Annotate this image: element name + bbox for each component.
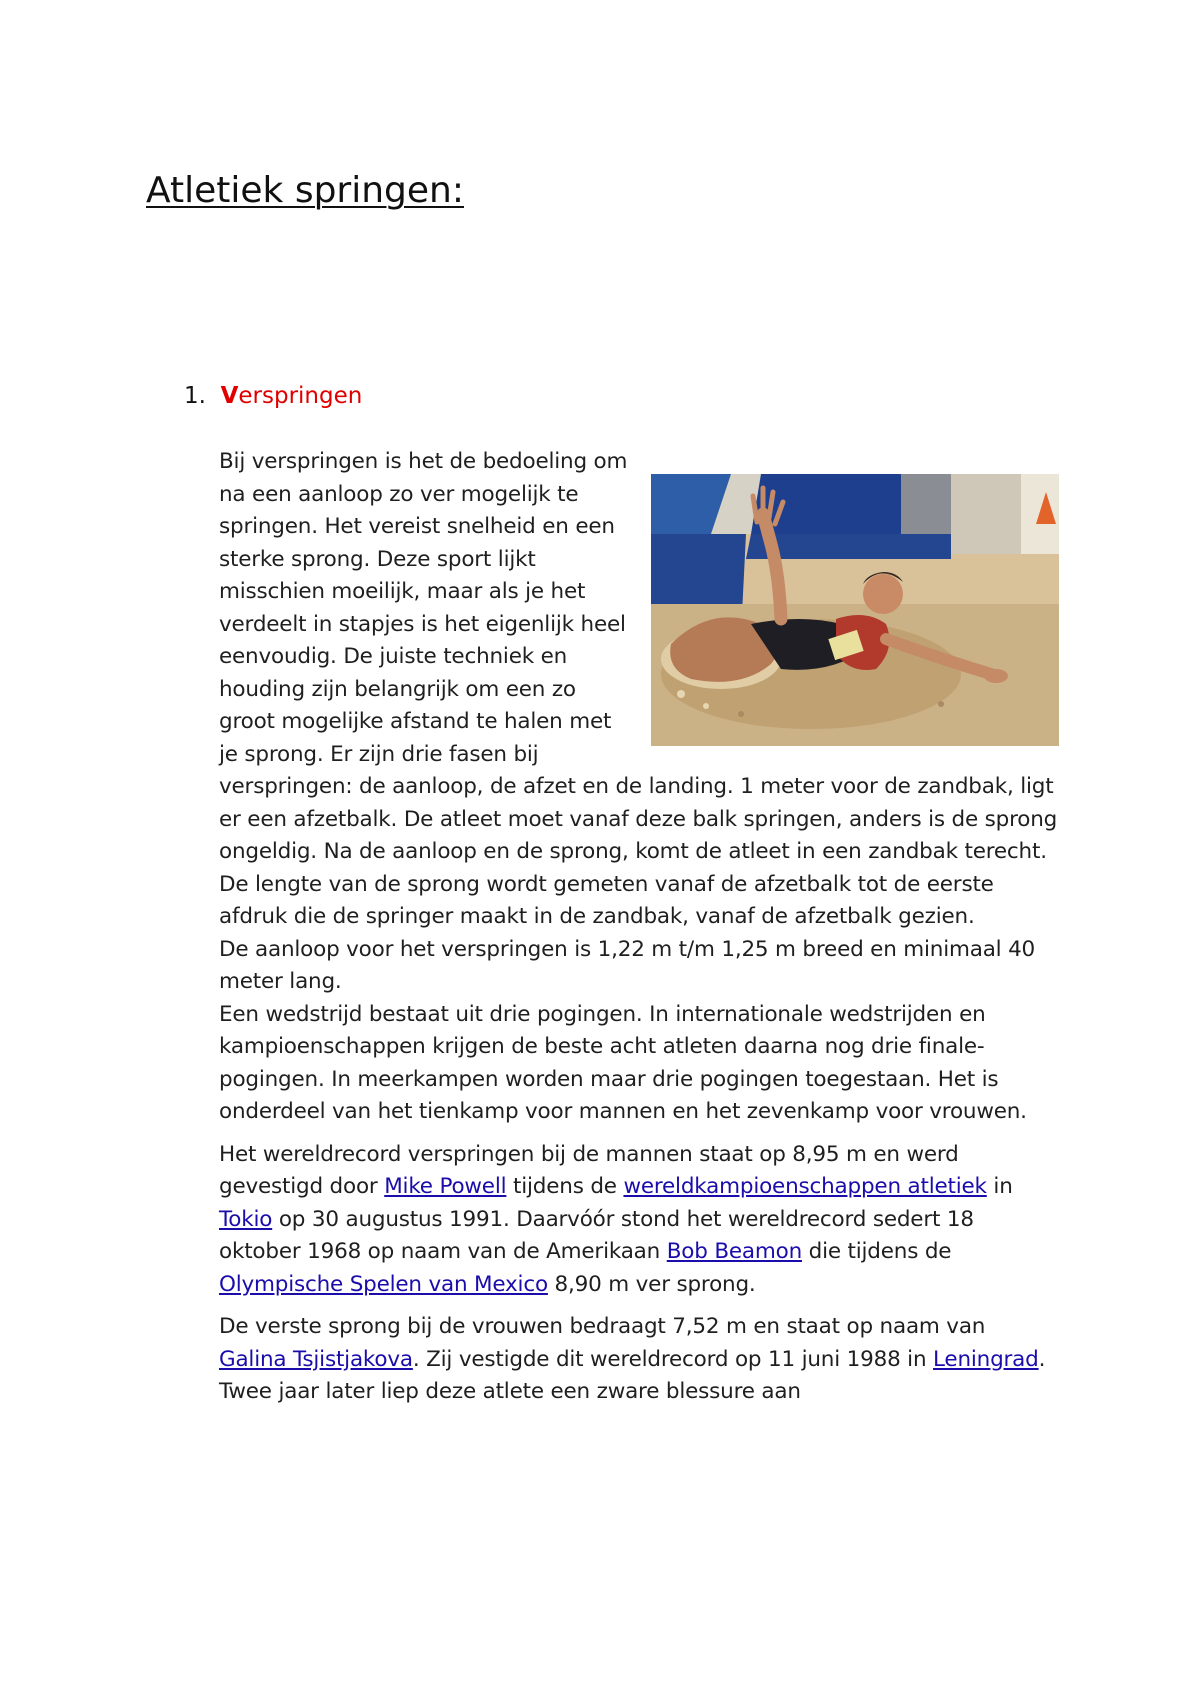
link-wereldkampioenschappen-atletiek[interactable]: wereldkampioenschappen atletiek: [623, 1174, 987, 1199]
link-olympische-spelen-mexico[interactable]: Olympische Spelen van Mexico: [219, 1271, 548, 1297]
text-segment: op 30 augustus 1991. Daarvóór stond het wereldrecord sedert 18 oktober 1968 op naam van de Amerikaan: [219, 1206, 974, 1264]
intro-paragraph: Bij verspringen is het de bedoeling om na een aanloop zo ver mogelijk te springen. Het vereist snelheid en een sterke sprong. Deze sport lijkt misschien moeilijk, maar als je het verdeelt in stapjes is het eigenlijk heel eenvoudig. De juiste techniek en houding zijn belangrijk om een zo groot mogelijke afstand te halen met je sprong. Er zijn drie fasen bij verspringen: de aanloop, de afzet en de landing. 1 meter voor de zandbak, ligt er een afzetbalk. De atleet moet vanaf deze balk springen, anders is de sprong ongeldig. Na de aanloop en de sprong, komt de atleet in een zandbak terecht. De lengte van de sprong wordt gemeten vanaf de afzetbalk tot de eerste afdruk die de springer maakt in de zandbak, vanaf de afzetbalk gezien.: [219, 449, 1058, 929]
link-galina-tsjistjakova[interactable]: Galina Tsjistjakova: [219, 1346, 413, 1372]
text-segment: 8,90 m ver sprong.: [547, 1271, 756, 1297]
section-heading-text: erspringen: [238, 383, 363, 409]
text-segment: De verste sprong bij de vrouwen bedraagt 7,52 m en staat op naam van: [219, 1314, 986, 1339]
text-segment: Het wereldrecord verspringen bij de mannen staat op 8,95 m en werd gevestigd door: [219, 1141, 959, 1199]
competition-paragraph: Een wedstrijd bestaat uit drie pogingen. In internationale wedstrijden en kampioenschappen krijgen de beste acht atleten daarna nog drie finale-pogingen. In meerkampen worden maar drie pogingen toegestaan. Het is onderdeel van het tienkamp voor mannen en het zevenkamp voor vrouwen.: [219, 1001, 1027, 1124]
link-bob-beamon[interactable]: Bob Beamon: [666, 1239, 802, 1264]
text-segment: tijdens de: [506, 1174, 624, 1199]
long-jump-photo: [651, 474, 1059, 746]
text-segment: in: [986, 1174, 1013, 1199]
link-mike-powell[interactable]: Mike Powell: [384, 1174, 507, 1199]
text-segment: die tijdens de: [802, 1239, 952, 1264]
men-record-paragraph: [219, 1139, 1059, 1302]
women-record-paragraph: [219, 1311, 1059, 1409]
section-content: [219, 446, 1059, 1409]
text-segment: . Twee jaar later liep deze atlete een zware blessure aan: [219, 1346, 1046, 1404]
section-number: 1.: [184, 383, 206, 409]
link-leningrad[interactable]: Leningrad: [933, 1346, 1039, 1372]
section-heading: [184, 383, 362, 409]
link-tokio[interactable]: Tokio: [219, 1206, 273, 1232]
text-segment: . Zij vestigde dit wereldrecord op 11 juni 1988 in: [412, 1346, 934, 1372]
runway-paragraph: De aanloop voor het verspringen is 1,22 m t/m 1,25 m breed en minimaal 40 meter lang.: [219, 936, 1036, 994]
section-heading-initial: V: [220, 383, 239, 409]
page-title: Atletiek springen:: [146, 170, 464, 211]
